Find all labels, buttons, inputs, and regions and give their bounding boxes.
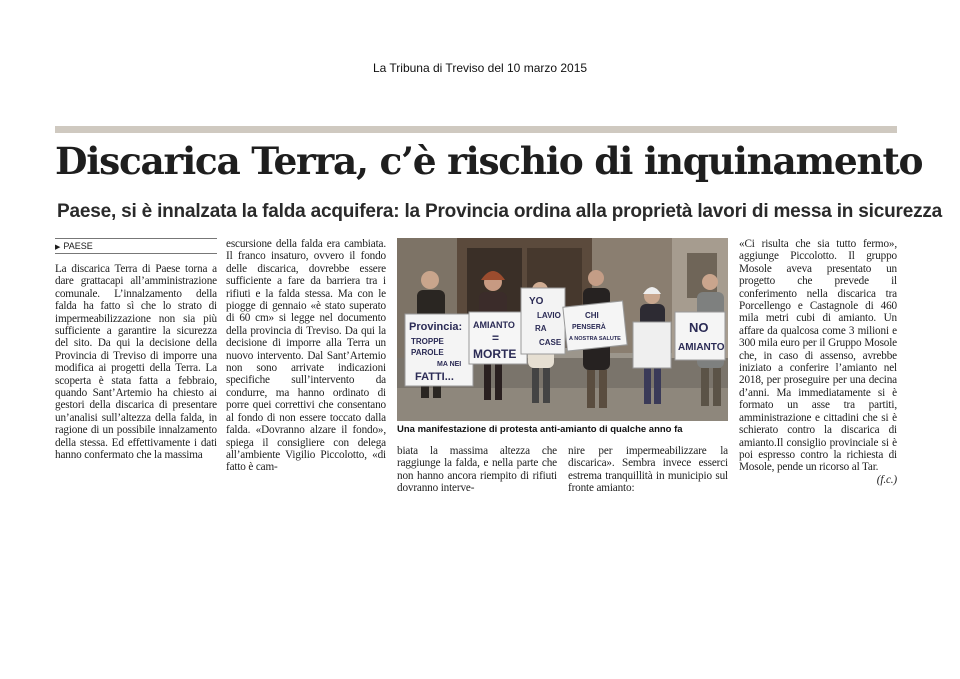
article-text-col5-wrap — [739, 238, 897, 486]
sign-provincia-line1: Provincia: — [409, 321, 463, 333]
sign-provincia — [405, 314, 473, 386]
article-column-2 — [226, 238, 386, 474]
sign-provincia-line2: TROPPE — [411, 337, 444, 346]
sign-yo — [521, 288, 565, 354]
sign-provincia-line4: MA NEI — [437, 361, 462, 368]
sign-chi — [563, 301, 627, 351]
sign-chi-line2: PENSERÀ — [572, 324, 606, 331]
sign-yo-line1: YO — [529, 296, 544, 307]
header-rule — [55, 126, 897, 133]
article-text-col3: biata la massima altezza che raggiunge la falda, e nella parte che non hanno ancora riempito di rifiuti dovranno interve- — [397, 445, 557, 495]
article-text-col4: nire per impermeabilizzare la discarica». Sembra invece esserci estrema tranquillità in municipio sul fronte amianto: — [568, 445, 728, 495]
sign-no-line1: NO — [689, 320, 709, 335]
headline: Discarica Terra, c’è rischio di inquinamento — [55, 139, 923, 183]
sign-amianto-line1: AMIANTO — [473, 320, 515, 330]
sign-amianto-line2: = — [492, 331, 500, 345]
sign-yo-line4: CASE — [539, 338, 562, 347]
photo-caption: Una manifestazione di protesta anti-amianto di qualche anno fa — [397, 424, 683, 435]
sign-no-amianto — [675, 312, 725, 360]
section-tag-label: PAESE — [63, 241, 93, 251]
sign-yo-line3: RA — [535, 324, 547, 333]
article-column-4 — [568, 445, 728, 495]
article-column-5 — [739, 238, 897, 486]
sign-provincia-line5: FATTI... — [415, 371, 454, 383]
sign-chi-line3: A NOSTRA SALUTE — [569, 336, 621, 342]
sign-provincia-line3: PAROLE — [411, 348, 444, 357]
protest-photo — [397, 238, 728, 421]
sign-chi-line1: CHI — [585, 311, 599, 320]
article-text-col1: La discarica Terra di Paese torna a dare grattacapi all’amministrazione comunale. L’innalzamento della falda ha fatto sì che lo strato di impermeabilizzazione non sia più sufficiente a garantire la sicurezza del sito. Da qui la decisione della Provincia di Treviso di imporre una modifica ai progetti della Terra. La scoperta è stata fatta a febbraio, quando Sant’Artemio ha chiesto ai gestori della discarica di presentare un’analisi sull’altezza della falda, in ragione di un possibile innalzamento della stessa. Ed effettivamente i dati hanno confermato che la massima — [55, 263, 217, 462]
triangle-right-icon: ▶ — [55, 244, 61, 251]
sign-yo-line2: LAVIO — [537, 311, 561, 320]
sign-no-line2: AMIANTO — [678, 342, 725, 353]
sign-small — [633, 322, 671, 368]
source-line: La Tribuna di Treviso del 10 marzo 2015 — [372, 61, 588, 75]
article-text-col5: «Ci risulta che sia tutto fermo», aggiunge Piccolotto. Il gruppo Mosole aveva presentato un progetto che prevede il conferimento nella discarica tra Porcellengo e Castagnole di 460 mila metri cubi di amianto. Un affare da qualcosa come 3 milioni e 300 mila euro per il Gruppo Mosole che, in caso di assenso, avrebbe iniziato a conferire l’amianto nel 2018, per proseguire per una decina d’anni. Ma immediatamente si è formato un asse tra partiti, amministrazione e cittadini che si è schierato contro la discarica di amianto.Il consiglio provinciale si è poi espresso contro la richiesta di Mosole, pende un ricorso al Tar. — [739, 238, 897, 474]
sign-amianto-morte — [469, 312, 527, 364]
article-column-3 — [397, 445, 557, 495]
article-text-col2: escursione della falda era cambiata. Il franco insaturo, ovvero il fondo delle discarica, dovrebbe essere sufficiente a fare da barriera tra i rifiuti e la falda stessa. Ma con le piogge di gennaio «è stato superato di 60 cm» si legge nel documento della provincia di Treviso. Da qui la decisione di imporre alla Terra un nuovo intervento. Dal Sant’Artemio non sono arrivate indicazioni specifiche sull’intervento da condurre, ma hanno ordinato di porre quei correttivi che consentano al fondo di non essere toccato dalla falda. «Dovranno alzare il fondo», spiega il consigliere con delega all’ambiente Vigilio Piccolotto, «di fatto è cam- — [226, 238, 386, 474]
subheadline: Paese, si è innalzata la falda acquifera: la Provincia ordina alla proprietà lavori di messa in sicurezza — [57, 201, 943, 222]
section-tag — [55, 238, 217, 254]
article-column-1 — [55, 263, 217, 462]
author-signature: (f.c.) — [876, 473, 897, 486]
sign-amianto-line3: MORTE — [473, 347, 517, 361]
